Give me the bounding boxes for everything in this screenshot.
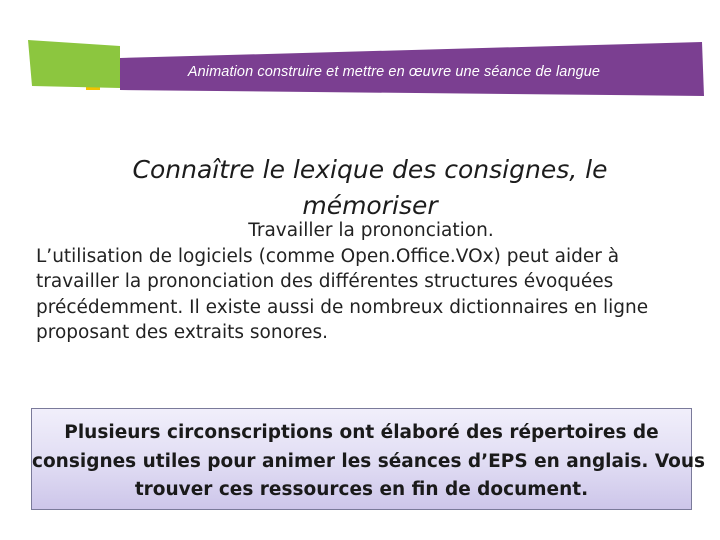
body-paragraph <box>36 218 686 346</box>
header-banner <box>26 40 706 102</box>
body-line: précédemment. Il existe aussi de nombreux dictionnaires en ligne <box>36 296 649 318</box>
title-line-1: Connaître le lexique des consignes, le <box>132 155 608 184</box>
page-title <box>100 152 640 224</box>
body-line: proposant des extraits sonores. <box>36 322 329 343</box>
banner-green-block <box>28 40 120 88</box>
note-text <box>32 419 706 505</box>
body-line: L’utilisation de logiciels (comme Open.Office.VOx) peut aider à <box>36 245 620 267</box>
resources-note-box <box>31 408 706 510</box>
body-line: Travailler la prononciation. <box>248 220 494 241</box>
note-line: Plusieurs circonscriptions ont élaboré des répertoires de <box>64 422 659 443</box>
body-line: travailler la prononciation des différentes structures évoquées <box>36 271 614 292</box>
title-line-2: mémoriser <box>302 191 438 220</box>
note-line: trouver ces ressources en fin de document. <box>134 479 589 500</box>
banner-title: Animation construire et mettre en œuvre une séance de langue <box>187 64 601 80</box>
note-line: consignes utiles pour animer les séances d’EPS en anglais. Vous <box>32 450 706 472</box>
